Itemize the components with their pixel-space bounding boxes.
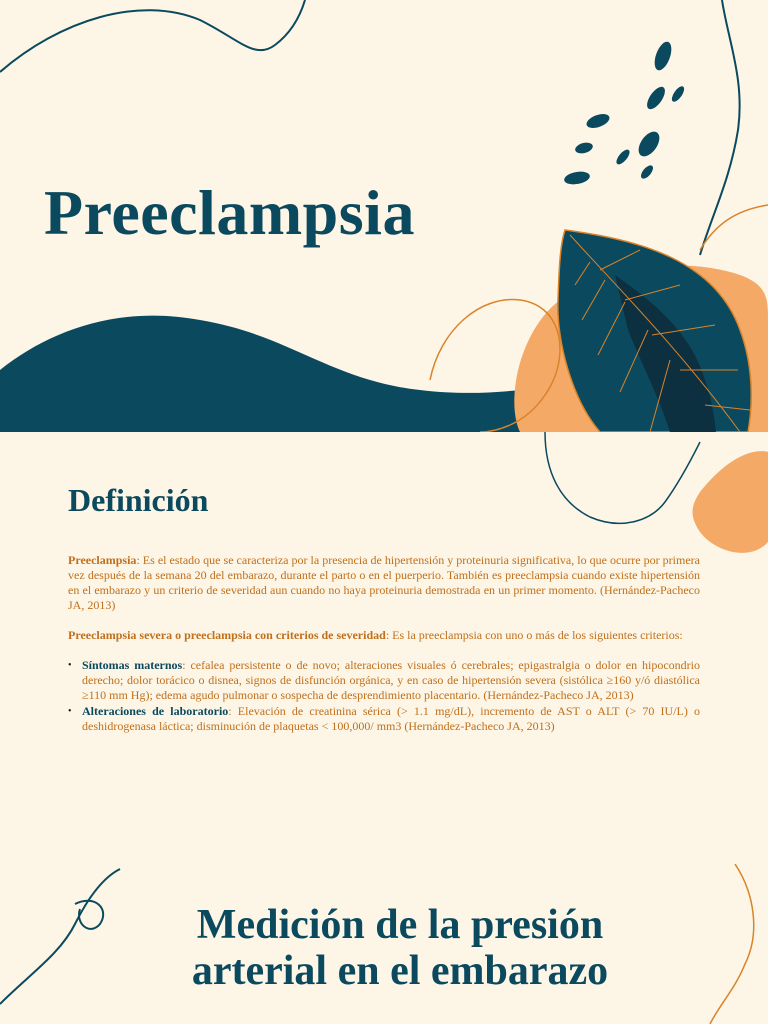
criteria-label: Alteraciones de laboratorio (82, 704, 229, 718)
list-item (68, 658, 700, 703)
curve-line-right-orange (710, 864, 754, 1024)
definition-slide (0, 432, 768, 864)
paragraph-preeclampsia (68, 553, 700, 613)
leaf-drops (563, 40, 686, 187)
title-line-2: arterial en el embarazo (191, 948, 609, 994)
teal-wave (0, 316, 560, 432)
curve-line-left (0, 869, 120, 1004)
definition-preeclampsia: : Es el estado que se caracteriza por la presencia de hipertensión y proteinuria significativa, lo que ocurre por primera vez después de la semana 20 del embarazo, durante el parto o en el puerperio. También es preeclampsia cuando existe hipertensión en el embarazo y un criterio de severidad aun cuando no haya proteinuria demostrada en un primer momento. (Hernández-Pacheco JA, 2013) (68, 553, 700, 612)
paragraph-severe (68, 628, 700, 643)
term-severe-preeclampsia: Preeclampsia severa o preeclampsia con criterios de severidad (68, 628, 386, 642)
term-preeclampsia: Preeclampsia (68, 553, 137, 567)
criteria-text: : cefalea persistente o de novo; alteraciones visuales ó cerebrales; epigastralgia o dolor en hipocondrio derecho; dolor torácico o disnea, signos de disfunción orgánica, y en caso de hipertensión severa (sistólica ≥160 y/ó diastólica ≥110 mm Hg); edema agudo pulmonar o sospecha de desprendimiento placentario. (Hernández-Pacheco JA, 2013) (82, 658, 700, 702)
curve-line-right (545, 432, 700, 523)
bullet-icon: • (68, 706, 72, 717)
bullet-icon: • (68, 660, 72, 671)
slide-title (120, 902, 680, 994)
section-heading: Definición (68, 482, 209, 518)
title-line-1: Medición de la presión (196, 902, 604, 948)
slide-title: Preeclampsia (44, 177, 415, 248)
criteria-text: : Elevación de creatinina sérica (> 1.1 mg/dL), incremento de AST o ALT (> 70 IU/L) o deshidrogenasa láctica; disminución de plaquetas < 100,000/ mm3 (Hernández-Pacheco JA, 2013) (82, 704, 701, 733)
criteria-list (68, 658, 700, 734)
title-slide (0, 0, 768, 432)
criteria-label: Síntomas maternos (82, 658, 183, 672)
list-item (68, 704, 700, 734)
definition-body (68, 553, 700, 735)
orange-blob-corner (693, 451, 768, 553)
curl-line-left (75, 901, 103, 929)
measurement-slide (0, 864, 768, 1024)
curve-line-top-left (0, 0, 305, 72)
definition-severe: : Es la preeclampsia con uno o más de los siguientes criterios: (385, 628, 683, 642)
